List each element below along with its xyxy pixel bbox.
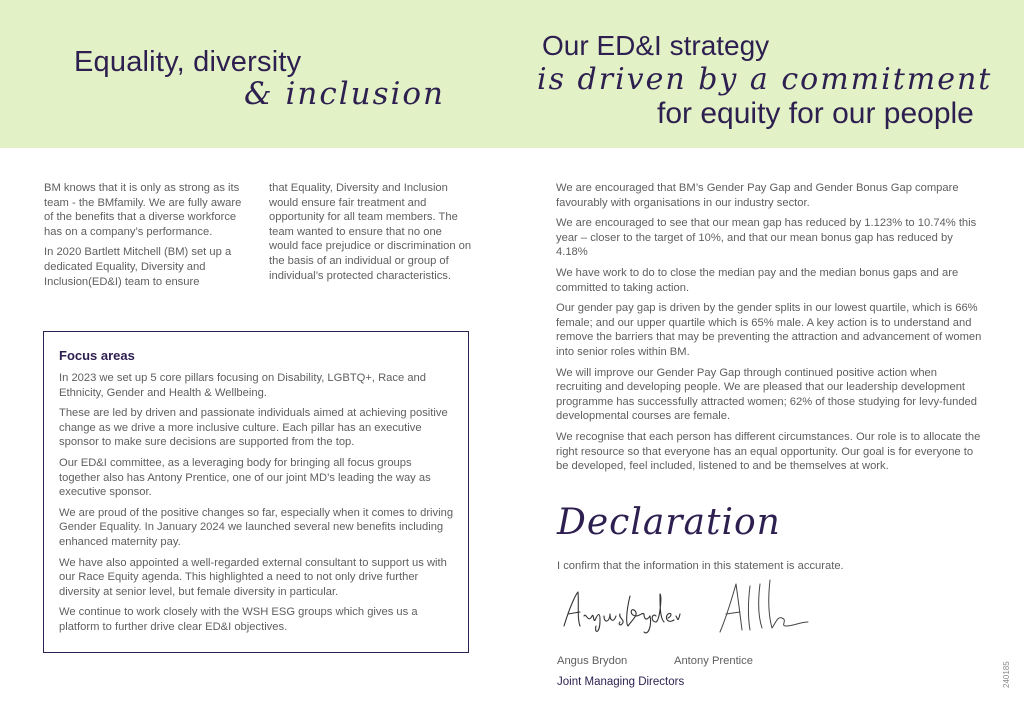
signatory-name: Angus Brydon: [557, 655, 628, 667]
intro-paragraph: In 2020 Bartlett Mitchell (BM) set up a dedicated Equality, Diversity and Inclusion(ED&I) team to ensure: [44, 246, 232, 288]
intro-paragraph: BM knows that it is only as strong as its team - the BMfamily. We are fully aware of the benefits that a diverse workforce has on a company’s performance.: [44, 182, 242, 238]
pay-gap-paragraph: Our gender pay gap is driven by the gender splits in our lowest quartile, which is 66% female; and our upper quartile which is 65% male. A key action is to understand and remove the barriers that may be preventing the attraction and advancement of women into senior roles within BM.: [556, 302, 982, 358]
signature-angus-brydon: [560, 586, 685, 636]
pay-gap-paragraph: We are encouraged to see that our mean gap has reduced by 1.123% to 10.74% this year – closer to the target of 10%, and that our mean bonus gap has reduced by 4.18%: [556, 217, 977, 259]
focus-paragraph: We have also appointed a well-regarded external consultant to support us with our Race Equity agenda. This highlighted a need to not only drive further diversity at senior level, but female diversity in particular.: [59, 556, 447, 598]
focus-paragraph: We are proud of the positive changes so far, especially when it comes to driving Gender Equality. In January 2024 we launched several new benefits including enhanced maternity pay.: [59, 506, 454, 548]
signature-antony-prentice: [716, 578, 816, 636]
pay-gap-paragraph: We will improve our Gender Pay Gap through continued positive action when recruiting and developing people. We are pleased that our leadership development programme has successfully attracted women; 62% of those studying for levy-funded developmental courses are female.: [556, 366, 977, 423]
intro-paragraph: that Equality, Diversity and Inclusion would ensure fair treatment and opportunity for all team members. The team wanted to ensure that no one would face prejudice or discrimination on the basis of an individual or group of individual’s protected characteristics.: [269, 182, 472, 282]
script-inclusion: & inclusion: [244, 76, 446, 112]
title-equity-for-people: for equity for our people: [657, 97, 974, 130]
pay-gap-paragraph: We are encouraged that BM’s Gender Pay Gap and Gender Bonus Gap compare favourably with organisations in our industry sector.: [556, 182, 959, 209]
focus-paragraph: In 2023 we set up 5 core pillars focusing on Disability, LGBTQ+, Race and Ethnicity, Gender and Health & Wellbeing.: [59, 372, 426, 399]
gender-pay-gap-column: [556, 181, 986, 474]
focus-paragraph: Our ED&I committee, as a leveraging body for bringing all focus groups together also has Antony Prentice, one of our joint MD’s leading the way as executive sponsor.: [59, 456, 431, 499]
intro-column-2: [269, 181, 474, 283]
pay-gap-paragraph: We recognise that each person has different circumstances. Our role is to allocate the right resource so that everyone has an equal opportunity. Our goal is for everyone to be developed, feel included, listened to and be themselves at work.: [556, 430, 981, 473]
focus-areas-box: [43, 331, 469, 653]
declaration-statement: I confirm that the information in this statement is accurate.: [557, 560, 844, 572]
title-equality-diversity: Equality, diversity: [74, 46, 302, 78]
focus-paragraph: We continue to work closely with the WSH ESG groups which gives us a platform to further drive clear ED&I objectives.: [59, 606, 418, 633]
declaration-heading: Declaration: [557, 502, 781, 543]
signatory-role: Joint Managing Directors: [557, 676, 685, 688]
focus-areas-title: Focus areas: [59, 348, 135, 363]
title-edi-strategy: Our ED&I strategy: [542, 30, 770, 61]
focus-paragraph: These are led by driven and passionate individuals aimed at achieving positive change as we drive a more inclusive culture. Each pillar has an executive sponsor to make sure decisions are supported from the top.: [59, 407, 448, 449]
script-driven-by-commitment: is driven by a commitment: [537, 62, 993, 97]
header-banner: [0, 0, 1024, 148]
signatory-name: Antony Prentice: [674, 655, 753, 667]
intro-column-1: [44, 181, 252, 289]
pay-gap-paragraph: We have work to do to close the median pay and the median bonus gaps and are committed to taking action.: [556, 266, 959, 294]
reference-code: 240185: [1002, 661, 1011, 688]
